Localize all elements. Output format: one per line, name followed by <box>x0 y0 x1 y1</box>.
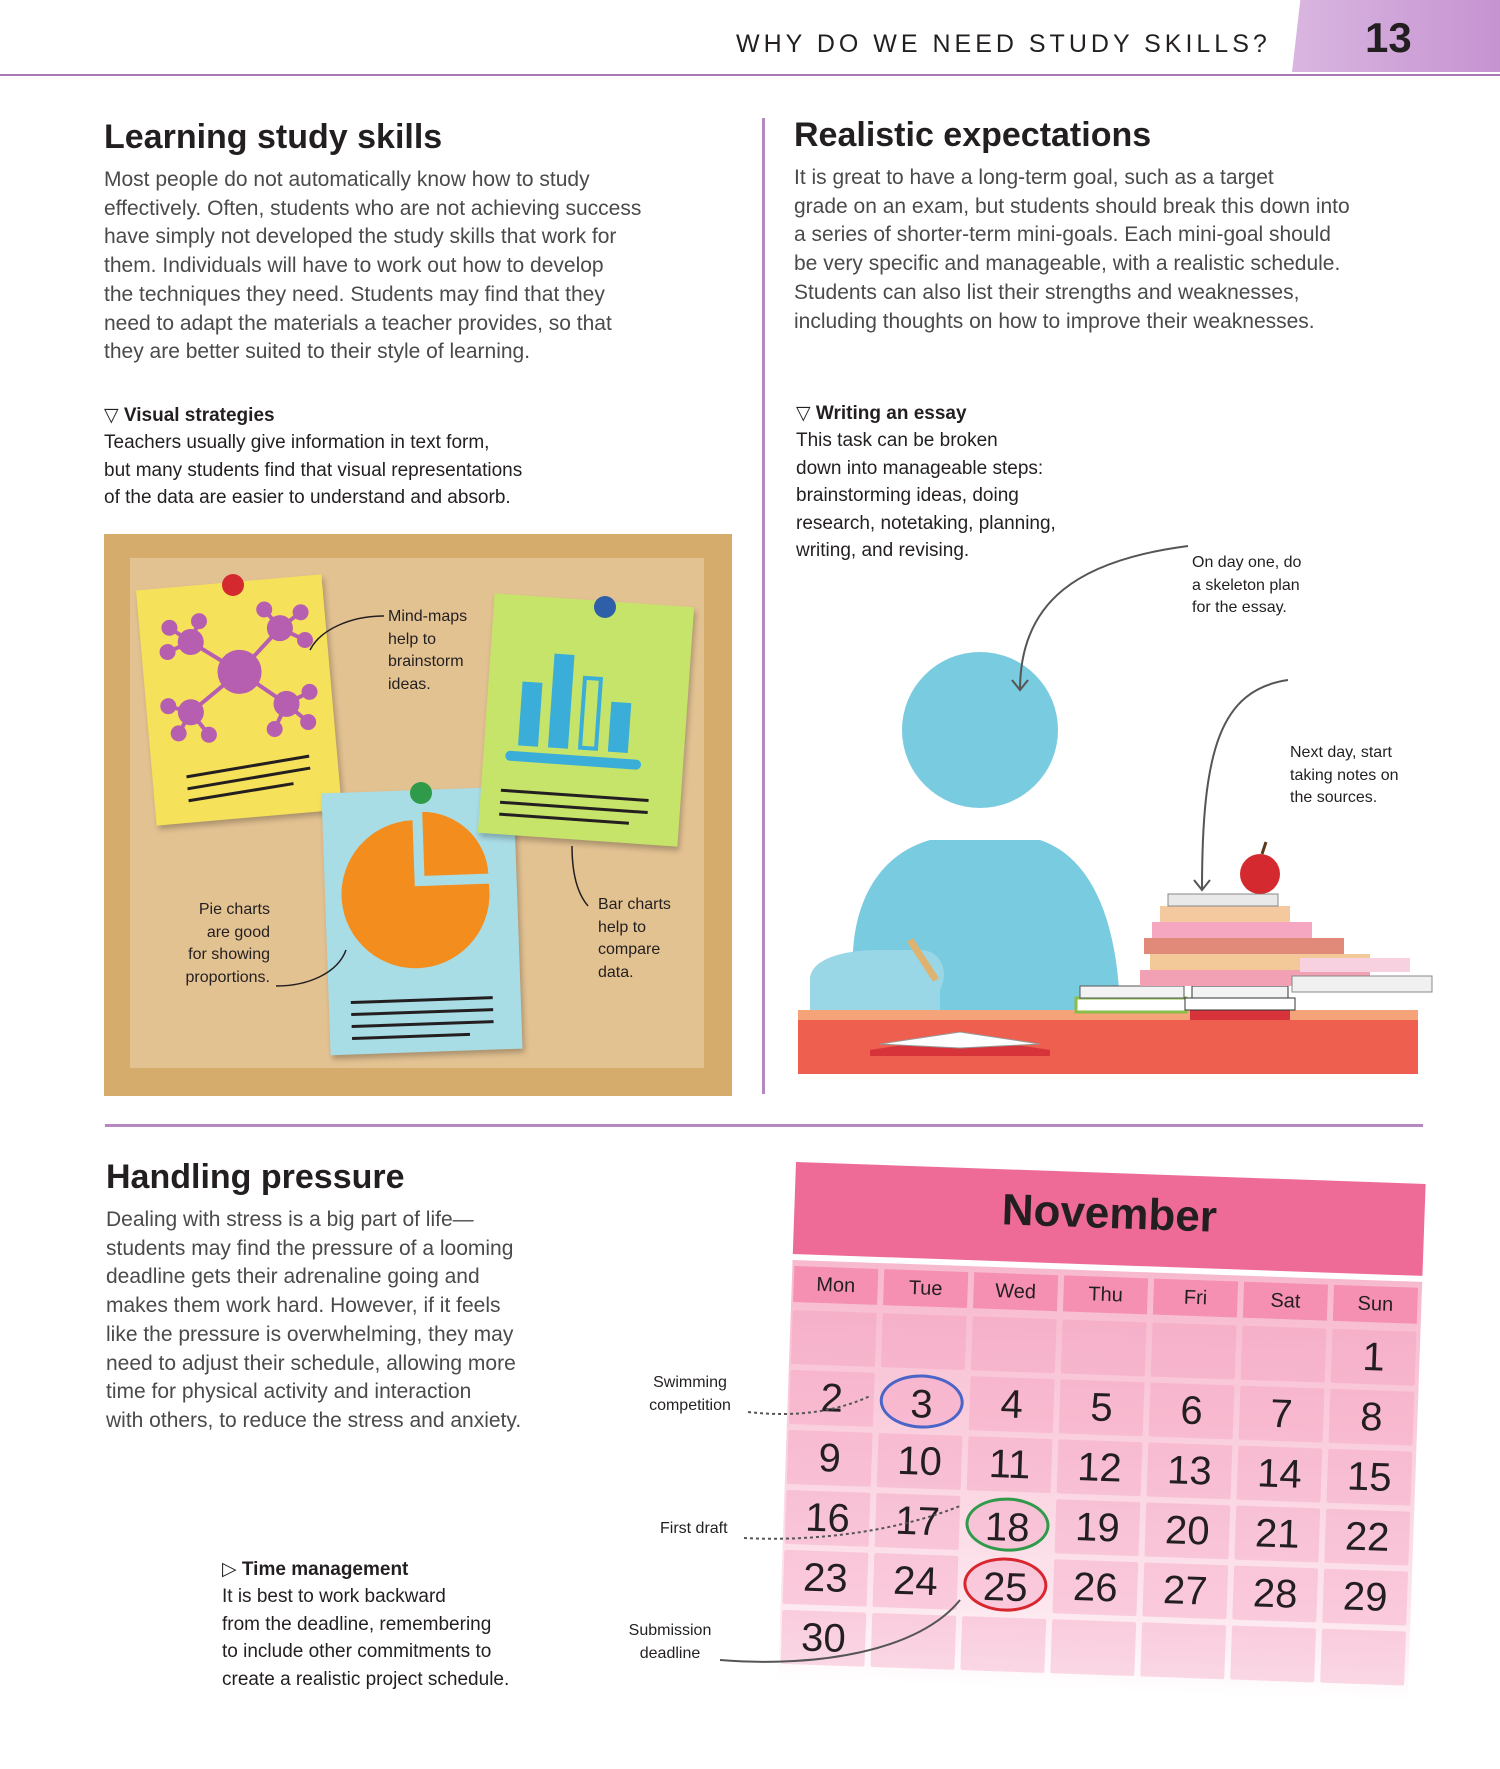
bar-label-line: compare <box>598 941 661 958</box>
essay-body-line: writing, and revising. <box>796 540 970 561</box>
time-body-line: create a realistic project schedule. <box>222 1668 510 1690</box>
calendar-month: November <box>1001 1185 1218 1242</box>
calendar-date-cell: 16 <box>785 1490 871 1547</box>
calendar-date-cell: 15 <box>1326 1449 1412 1506</box>
first-draft-label-line: First draft <box>660 1520 728 1537</box>
writing-essay-title: Writing an essay <box>815 403 967 424</box>
calendar-date-cell: 5 <box>1059 1379 1145 1436</box>
pressure-body-line: time for physical activity and interaction <box>106 1380 472 1404</box>
visual-strategies-title: Visual strategies <box>123 405 275 426</box>
calendar-date-cell: 11 <box>967 1436 1053 1493</box>
learning-body-line: need to adapt the materials a teacher provides, so that <box>104 311 612 335</box>
swimming-label-line: Swimming <box>653 1374 727 1391</box>
calendar-date-cell: 13 <box>1147 1442 1233 1499</box>
triangle-right-icon: ▷ <box>222 1559 237 1580</box>
mindmap-label-line: ideas. <box>388 675 431 693</box>
next-day-label-line: the sources. <box>1290 789 1378 806</box>
calendar-date-cell: 9 <box>787 1430 873 1487</box>
next-day-label-line: Next day, start <box>1290 744 1392 761</box>
running-header: WHY DO WE NEED STUDY SKILLS? <box>736 30 1271 58</box>
bar-label-line: Bar charts <box>598 896 671 913</box>
learning-body-line: Most people do not automatically know how to study <box>104 168 590 191</box>
calendar-date-cell: 25 <box>962 1556 1048 1613</box>
day-one-label-line: On day one, do <box>1192 554 1302 571</box>
essay-body-line: This task can be broken <box>796 430 998 451</box>
calendar-weekday: Mon <box>793 1266 878 1305</box>
learning-body-line: the techniques they need. Students may find that they <box>104 282 605 306</box>
calendar-date-cell: 27 <box>1142 1562 1228 1619</box>
essay-body-line: research, notetaking, planning, <box>796 512 1056 534</box>
visual-body-line: Teachers usually give information in text form, <box>104 432 490 453</box>
time-management-title: Time management <box>241 1559 409 1580</box>
time-body-line: It is best to work backward <box>222 1586 446 1607</box>
realistic-body-line: a series of shorter-term mini-goals. Each mini-goal should <box>794 223 1331 247</box>
learning-body-line: effectively. Often, students who are not achieving success <box>104 196 642 220</box>
triangle-down-icon: ▽ <box>796 403 811 424</box>
calendar-date-cell: 21 <box>1234 1506 1320 1563</box>
pie-label-line: proportions. <box>185 968 270 986</box>
calendar-date-cell: 8 <box>1329 1389 1415 1446</box>
calendar-date-cell: 23 <box>783 1550 869 1607</box>
realistic-body-line: It is great to have a long-term goal, such as a target <box>794 166 1274 189</box>
swimming-label-line: competition <box>649 1396 731 1414</box>
pressure-heading: Handling pressure <box>106 1158 405 1196</box>
calendar-date-cell: 14 <box>1236 1446 1322 1503</box>
bar-label-line: help to <box>598 918 647 936</box>
pressure-body-line: Dealing with stress is a big part of life— <box>106 1208 474 1231</box>
calendar-weekday: Sun <box>1333 1285 1418 1324</box>
learning-heading: Learning study skills <box>104 118 443 156</box>
realistic-body-line: Students can also list their strengths and weaknesses, <box>794 280 1300 304</box>
mindmap-label-line: Mind-maps <box>388 608 468 625</box>
calendar-weekday: Fri <box>1153 1279 1238 1318</box>
realistic-body-line: be very specific and manageable, with a realistic schedule. <box>794 252 1341 276</box>
calendar-date-cell: 2 <box>789 1370 875 1427</box>
learning-body-line: have simply not developed the study skills that work for <box>104 225 617 249</box>
day-one-label-line: for the essay. <box>1192 599 1287 616</box>
realistic-heading: Realistic expectations <box>794 116 1152 154</box>
day-one-label-line: a skeleton plan <box>1192 576 1300 594</box>
essay-body-line: brainstorming ideas, doing <box>796 485 1019 506</box>
calendar-date-cell: 6 <box>1149 1383 1235 1440</box>
pressure-body-line: with others, to reduce the stress and anxiety. <box>106 1408 522 1432</box>
calendar-weekday: Sat <box>1243 1282 1328 1321</box>
calendar-date-cell: 20 <box>1144 1502 1230 1559</box>
calendar-date-cell: 26 <box>1052 1559 1138 1616</box>
calendar-date-cell: 22 <box>1324 1509 1410 1566</box>
mindmap-label-line: brainstorm <box>388 653 464 670</box>
submission-label-line: deadline <box>639 1644 701 1662</box>
pie-label-line: for showing <box>188 946 270 963</box>
calendar-date-cell: 3 <box>879 1373 965 1430</box>
calendar-date-cell: 7 <box>1239 1386 1325 1443</box>
calendar-weekday: Tue <box>883 1269 968 1308</box>
pressure-body-line: deadline gets their adrenaline going and <box>106 1265 480 1289</box>
visual-body-line: of the data are easier to understand and absorb. <box>104 487 511 508</box>
calendar-date-cell: 4 <box>969 1376 1055 1433</box>
essay-body-line: down into manageable steps: <box>796 457 1044 479</box>
pressure-body-line: need to adjust their schedule, allowing more <box>106 1351 516 1375</box>
calendar-weekday: Wed <box>973 1272 1058 1311</box>
calendar-weekday: Thu <box>1063 1275 1148 1314</box>
bar-label-line: data. <box>598 963 634 981</box>
page-number: 13 <box>1365 14 1412 61</box>
calendar-date-cell: 10 <box>877 1433 963 1490</box>
pie-label-line: are good <box>206 923 270 941</box>
time-body-line: to include other commitments to <box>222 1641 492 1662</box>
realistic-body-line: grade on an exam, but students should break this down into <box>794 194 1350 218</box>
calendar-date-cell: 30 <box>780 1610 866 1667</box>
mindmap-label-line: help to <box>388 630 437 648</box>
pie-label-line: Pie charts <box>198 901 270 918</box>
next-day-label-line: taking notes on <box>1290 766 1399 784</box>
calendar-date-cell: 28 <box>1232 1566 1318 1623</box>
triangle-down-icon: ▽ <box>104 405 119 426</box>
calendar-date-cell: 17 <box>875 1493 961 1550</box>
calendar-date-cell: 29 <box>1322 1569 1408 1626</box>
calendar-date-cell: 24 <box>873 1553 959 1610</box>
pressure-body-line: like the pressure is overwhelming, they may <box>106 1322 514 1346</box>
learning-body-line: they are better suited to their style of learning. <box>104 340 531 364</box>
calendar-date-cell: 18 <box>965 1496 1051 1553</box>
calendar-date-cell: 1 <box>1331 1329 1417 1386</box>
time-body-line: from the deadline, remembering <box>222 1613 492 1635</box>
submission-label-line: Submission <box>628 1622 712 1639</box>
pressure-body-line: makes them work hard. However, if it feels <box>106 1294 501 1318</box>
pressure-body-line: students may find the pressure of a looming <box>106 1236 514 1260</box>
calendar-date-cell: 19 <box>1055 1499 1141 1556</box>
realistic-body-line: including thoughts on how to improve their weaknesses. <box>794 309 1315 333</box>
calendar-date-cell: 12 <box>1057 1439 1143 1496</box>
visual-body-line: but many students find that visual representations <box>104 459 523 481</box>
learning-body-line: them. Individuals will have to work out how to develop <box>104 254 604 278</box>
